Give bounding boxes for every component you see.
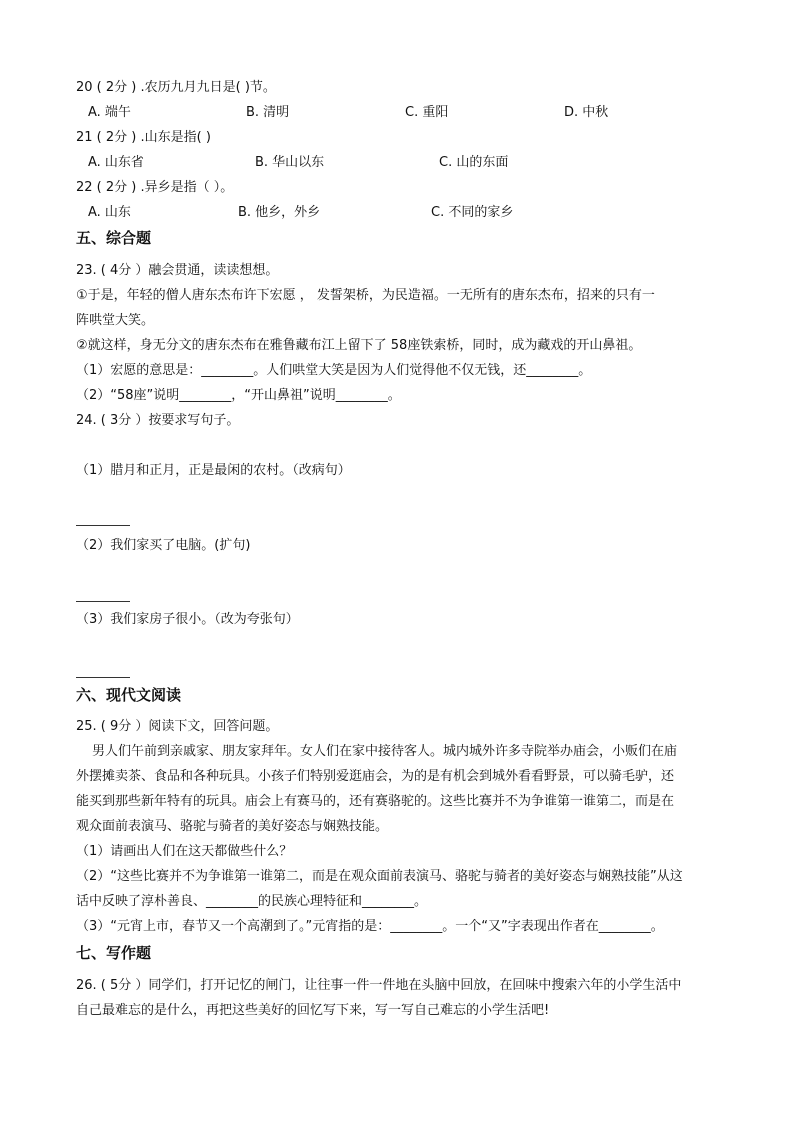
question-25-sub-3: （3）“元宵上市，春节又一个高潮到了。”元宵指的是：________。一个“又”字表现出作者在________。 — [76, 919, 664, 934]
question-24-sub-3: （3）我们家房子很小。（改为夸张句） — [76, 612, 299, 627]
question-25-stem: 25. ( 9分 ）阅读下文，回答问题。 — [76, 719, 279, 734]
question-25-passage-line: 能买到那些新年特有的玩具。庙会上有赛马的，还有赛骆驼的。这些比赛并不为争谁第一谁第二，而是在 — [76, 794, 675, 809]
question-22-option-c: C. 不同的家乡 — [431, 205, 514, 220]
answer-line — [76, 677, 130, 678]
section-5-heading: 五、综合题 — [76, 229, 152, 247]
question-25-sub-2-line-2: 话中反映了淳朴善良、________的民族心理特征和________。 — [76, 894, 428, 909]
question-24-stem: 24. ( 3分 ）按要求写句子。 — [76, 413, 240, 428]
question-25-passage-line: 外摆摊卖茶、食品和各种玩具。小孩子们特别爱逛庙会，为的是有机会到城外看看野景，可以骑毛驴，还 — [76, 769, 675, 784]
question-23-paragraph-1-line-2: 阵哄堂大笑。 — [76, 313, 155, 328]
question-24-sub-2: （2）我们家买了电脑。(扩句) — [76, 538, 251, 553]
question-20-option-b: B. 清明 — [246, 105, 290, 120]
question-20-stem: 20 ( 2分 ) .农历九月九日是( )节。 — [76, 80, 276, 95]
question-20-option-d: D. 中秋 — [564, 105, 609, 120]
question-25-sub-2-line-1: （2）“这些比赛并不为争谁第一谁第二，而是在观众面前表演马、骆驼与骑者的美好姿态与娴熟技能”从这 — [76, 869, 683, 884]
question-23-sub-2: （2）“58座”说明________，“开山鼻祖”说明________。 — [76, 388, 401, 403]
section-6-heading: 六、现代文阅读 — [76, 686, 182, 704]
question-20-option-a: A. 端午 — [88, 105, 131, 120]
question-25-passage-line: 观众面前表演马、骆驼与骑者的美好姿态与娴熟技能。 — [76, 819, 389, 834]
question-25-sub-1: （1）请画出人们在这天都做些什么？ — [76, 844, 293, 859]
question-26-line-2: 自己最难忘的是什么，再把这些美好的回忆写下来，写一写自己难忘的小学生活吧! — [76, 1003, 550, 1018]
question-21-option-c: C. 山的东面 — [439, 155, 509, 170]
question-21-option-a: A. 山东省 — [88, 155, 144, 170]
question-21-option-b: B. 华山以东 — [255, 155, 325, 170]
question-26-line-1: 26. ( 5分 ）同学们，打开记忆的闸门，让往事一件一件地在头脑中回放，在回味中搜索六年的小学生活中 — [76, 978, 682, 993]
question-22-option-a: A. 山东 — [88, 205, 131, 220]
question-23-paragraph-1-line-1: ①于是，年轻的僧人唐东杰布许下宏愿 ， 发誓架桥，为民造福。一无所有的唐东杰布，招来的只有一 — [76, 288, 655, 303]
question-23-stem: 23. ( 4分 ）融会贯通，读读想想。 — [76, 263, 279, 278]
answer-line — [76, 525, 130, 526]
question-22-stem: 22 ( 2分 ) .异乡是指（ ）。 — [76, 180, 234, 195]
answer-line — [76, 601, 130, 602]
question-23-paragraph-2: ②就这样，身无分文的唐东杰布在雅鲁藏布江上留下了 58座铁索桥，同时，成为藏戏的开山鼻祖。 — [76, 338, 642, 353]
question-21-stem: 21 ( 2分 ) .山东是指( ) — [76, 130, 211, 145]
question-22-option-b: B. 他乡，外乡 — [238, 205, 321, 220]
section-7-heading: 七、写作题 — [76, 944, 152, 962]
question-23-sub-1: （1）宏愿的意思是：________。人们哄堂大笑是因为人们觉得他不仅无钱，还________。 — [76, 363, 592, 378]
question-20-option-c: C. 重阳 — [405, 105, 449, 120]
question-24-sub-1: （1）腊月和正月，正是最闲的农村。（改病句） — [76, 463, 351, 478]
question-25-passage-line: 男人们午前到亲戚家、朋友家拜年。女人们在家中接待客人。城内城外许多寺院举办庙会，小贩们在庙 — [92, 744, 678, 759]
